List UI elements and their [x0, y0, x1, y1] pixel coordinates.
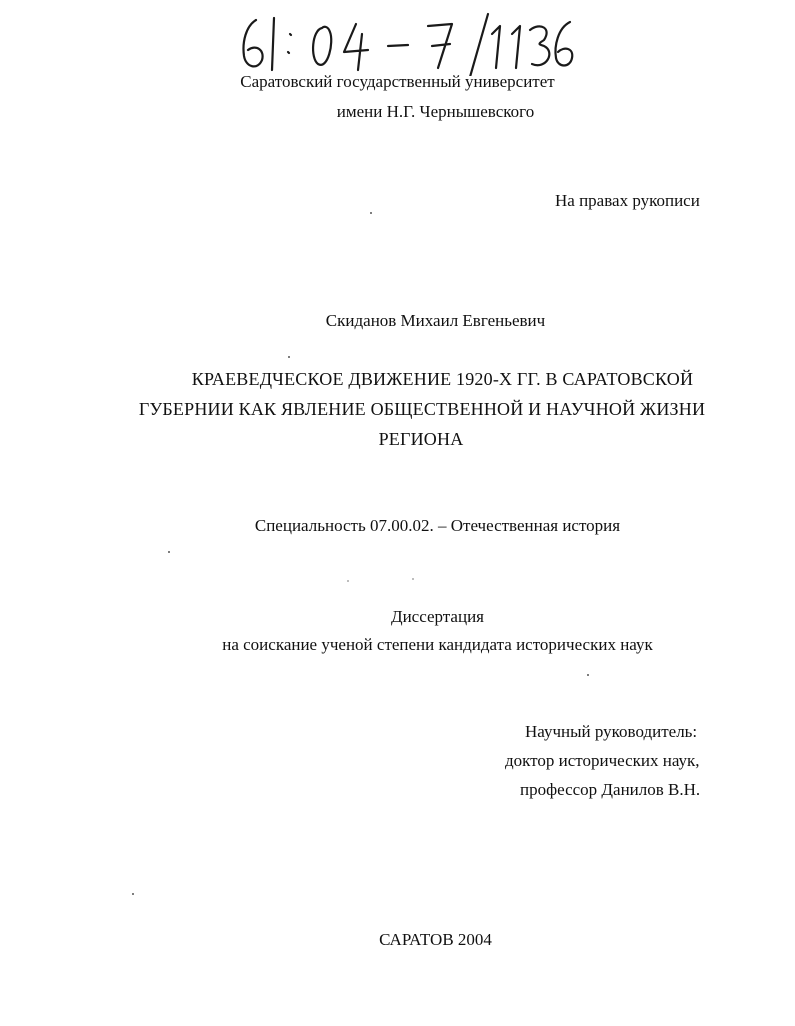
scan-speck — [587, 674, 589, 676]
mark-digit-1 — [272, 18, 274, 70]
mark-digit-3 — [530, 26, 549, 65]
work-type: Диссертация — [390, 607, 484, 626]
title-line-1: КРАЕВЕДЧЕСКОЕ ДВИЖЕНИЕ 1920-Х ГГ. В САРАТОВСКОЙ — [191, 369, 694, 389]
title-line-2: ГУБЕРНИИ КАК ЯВЛЕНИЕ ОБЩЕСТВЕННОЙ И НАУЧНОЙ ЖИЗНИ — [138, 399, 706, 419]
scan-speck — [168, 551, 170, 553]
scan-speck — [412, 578, 414, 580]
scan-speck — [370, 212, 372, 214]
handwritten-archive-mark — [238, 12, 578, 76]
mark-digit-7 — [428, 24, 452, 68]
university-name: Саратовский государственный университет — [240, 72, 555, 91]
supervisor-name: профессор Данилов В.Н. — [520, 780, 701, 799]
scan-speck — [347, 580, 349, 582]
mark-digit-6 — [244, 20, 263, 66]
scan-speck — [288, 356, 290, 358]
mark-digit-1c — [512, 26, 520, 68]
mark-slash — [468, 14, 488, 76]
work-purpose: на соискание ученой степени кандидата исторических наук — [222, 635, 653, 654]
university-named-after: имени Н.Г. Чернышевского — [336, 102, 535, 121]
mark-digit-4 — [344, 24, 368, 70]
title-line-3: РЕГИОНА — [378, 429, 464, 449]
rights-note: На правах рукописи — [555, 191, 700, 210]
specialty: Специальность 07.00.02. – Отечественная история — [254, 516, 621, 535]
mark-dash — [388, 45, 408, 46]
mark-digit-0 — [313, 27, 331, 65]
author-name: Скиданов Михаил Евгеньевич — [325, 311, 546, 330]
mark-colon — [288, 34, 291, 53]
dissertation-title — [130, 364, 730, 454]
scan-speck — [132, 893, 134, 895]
mark-digit-1b — [492, 26, 500, 68]
supervisor-degree: доктор исторических наук, — [505, 751, 700, 770]
place-year: САРАТОВ 2004 — [379, 930, 492, 949]
mark-digit-6b — [556, 22, 573, 66]
supervisor-label: Научный руководитель: — [525, 722, 698, 741]
